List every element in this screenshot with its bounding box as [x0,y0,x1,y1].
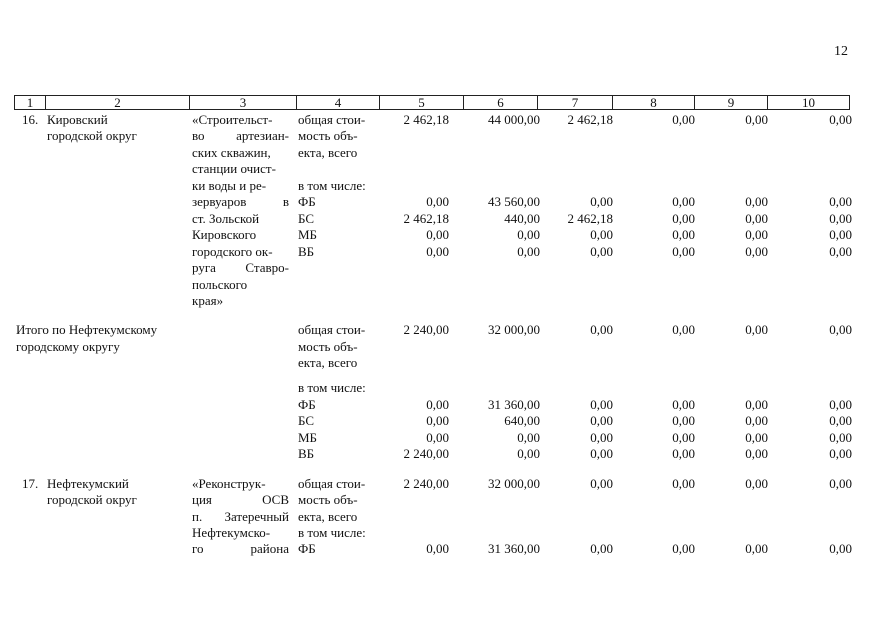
fund-label: МБ [298,430,318,445]
project-text [192,509,289,526]
project-word: артезиан- [236,128,289,143]
value-cell: 0,00 [426,541,449,556]
value-cell: 0,00 [672,194,695,209]
value-cell: 0,00 [829,227,852,242]
fund-label: ФБ [298,541,316,556]
col-header: 6 [464,96,538,109]
col-header: 9 [695,96,768,109]
fund-label: ФБ [298,397,316,412]
value-cell: 0,00 [672,430,695,445]
value-cell: 0,00 [745,476,768,491]
value-cell: 0,00 [672,476,695,491]
value-cell: 0,00 [590,541,613,556]
value-cell: 31 360,00 [488,541,540,556]
project-word: ОСВ [262,492,289,507]
value-cell: 0,00 [672,211,695,226]
value-cell: 0,00 [745,194,768,209]
value-cell: 0,00 [672,112,695,127]
project-text [192,260,289,277]
value-cell: 0,00 [590,476,613,491]
value-cell: 0,00 [672,541,695,556]
total-label: общая стои- [298,112,366,127]
value-cell: 0,00 [829,194,852,209]
value-cell: 0,00 [590,397,613,412]
value-cell: 0,00 [426,194,449,209]
fund-label: БС [298,413,315,428]
fund-label: БС [298,211,315,226]
incl-label: в том числе: [298,380,366,395]
value-cell: 0,00 [745,413,768,428]
value-cell: 0,00 [829,112,852,127]
page-number: 12 [834,44,848,59]
value-cell: 0,00 [745,112,768,127]
total-label: екта, всего [298,509,358,524]
project-word: во [192,128,205,143]
project-text: ских скважин, [192,145,271,160]
row-number: 17. [22,476,39,491]
project-word: ция [192,492,212,507]
col-header: 4 [297,96,380,109]
value-cell: 0,00 [829,476,852,491]
value-cell: 2 462,18 [403,211,449,226]
value-cell: 0,00 [745,541,768,556]
project-word: Затеречный [224,509,289,524]
district-name: Кировский [47,112,108,127]
total-label: екта, всего [298,145,358,160]
value-cell: 0,00 [426,430,449,445]
incl-label: в том числе: [298,178,366,193]
value-cell: 0,00 [517,446,540,461]
value-cell: 0,00 [590,244,613,259]
project-text: Кировского [192,227,257,242]
value-cell: 0,00 [672,413,695,428]
project-word: руга [192,260,216,275]
value-cell: 0,00 [745,397,768,412]
total-label: мость объ- [298,492,358,507]
value-cell: 0,00 [829,322,852,337]
total-label: екта, всего [298,355,358,370]
value-cell: 0,00 [590,322,613,337]
value-cell: 0,00 [672,322,695,337]
value-cell: 0,00 [590,430,613,445]
value-cell: 0,00 [745,430,768,445]
total-title: Итого по Нефтекумскому [16,322,158,337]
value-cell: 0,00 [745,244,768,259]
project-text: городского ок- [192,244,273,259]
value-cell: 2 240,00 [403,476,449,491]
value-cell: 31 360,00 [488,397,540,412]
district-name: городской округ [47,128,137,143]
value-cell: 32 000,00 [488,476,540,491]
project-text: края» [192,293,224,308]
value-cell: 0,00 [672,227,695,242]
incl-label: в том числе: [298,525,366,540]
value-cell: 0,00 [517,244,540,259]
value-cell: 2 462,18 [567,211,613,226]
district-name: городской округ [47,492,137,507]
value-cell: 0,00 [426,413,449,428]
total-label: общая стои- [298,476,366,491]
fund-label: ВБ [298,244,315,259]
col-header: 8 [613,96,695,109]
value-cell: 0,00 [590,194,613,209]
value-cell: 32 000,00 [488,322,540,337]
value-cell: 0,00 [829,413,852,428]
col-header: 1 [15,96,46,109]
value-cell: 0,00 [590,227,613,242]
value-cell: 0,00 [829,244,852,259]
col-header: 10 [802,95,815,110]
value-cell: 0,00 [745,227,768,242]
value-cell: 2 462,18 [403,112,449,127]
project-text: «Реконструк- [192,476,266,491]
value-cell: 0,00 [590,413,613,428]
district-name: Нефтекумский [47,476,129,491]
project-word: Ставро- [245,260,289,275]
value-cell: 2 462,18 [567,112,613,127]
value-cell: 2 240,00 [403,446,449,461]
value-cell: 43 560,00 [488,194,540,209]
project-text: Нефтекумско- [192,525,271,540]
value-cell: 0,00 [672,446,695,461]
project-text: станции очист- [192,161,276,176]
table-header-row [14,95,850,110]
value-cell: 0,00 [745,211,768,226]
project-text: ки воды и ре- [192,178,267,193]
total-title: городскому округу [16,339,120,354]
col-header: 2 [46,96,190,109]
value-cell: 440,00 [504,211,540,226]
fund-label: МБ [298,227,318,242]
project-text: ст. Зольской [192,211,260,226]
project-text [192,194,289,211]
value-cell: 0,00 [672,397,695,412]
value-cell: 0,00 [829,446,852,461]
col-header: 5 [380,96,464,109]
value-cell: 0,00 [590,446,613,461]
value-cell: 0,00 [672,244,695,259]
value-cell: 0,00 [829,397,852,412]
value-cell: 0,00 [426,397,449,412]
value-cell: 0,00 [829,211,852,226]
value-cell: 0,00 [517,227,540,242]
project-text [192,128,289,145]
project-text: «Строительст- [192,112,273,127]
col-header: 3 [190,96,297,109]
value-cell: 0,00 [745,446,768,461]
total-label: общая стои- [298,322,366,337]
row-number: 16. [22,112,39,127]
value-cell: 0,00 [426,244,449,259]
project-word: зервуаров [192,194,247,209]
project-word: района [250,541,289,556]
project-text [192,541,289,558]
value-cell: 0,00 [517,430,540,445]
project-text: польского [192,277,248,292]
value-cell: 0,00 [426,227,449,242]
value-cell: 44 000,00 [488,112,540,127]
project-word: в [282,194,289,209]
value-cell: 0,00 [745,322,768,337]
project-word: го [192,541,204,556]
fund-label: ФБ [298,194,316,209]
total-label: мость объ- [298,339,358,354]
fund-label: ВБ [298,446,315,461]
value-cell: 0,00 [829,430,852,445]
col-header: 7 [538,96,613,109]
value-cell: 0,00 [829,541,852,556]
project-word: п. [192,509,203,524]
value-cell: 2 240,00 [403,322,449,337]
value-cell: 640,00 [504,413,540,428]
total-label: мость объ- [298,128,358,143]
project-text [192,492,289,509]
